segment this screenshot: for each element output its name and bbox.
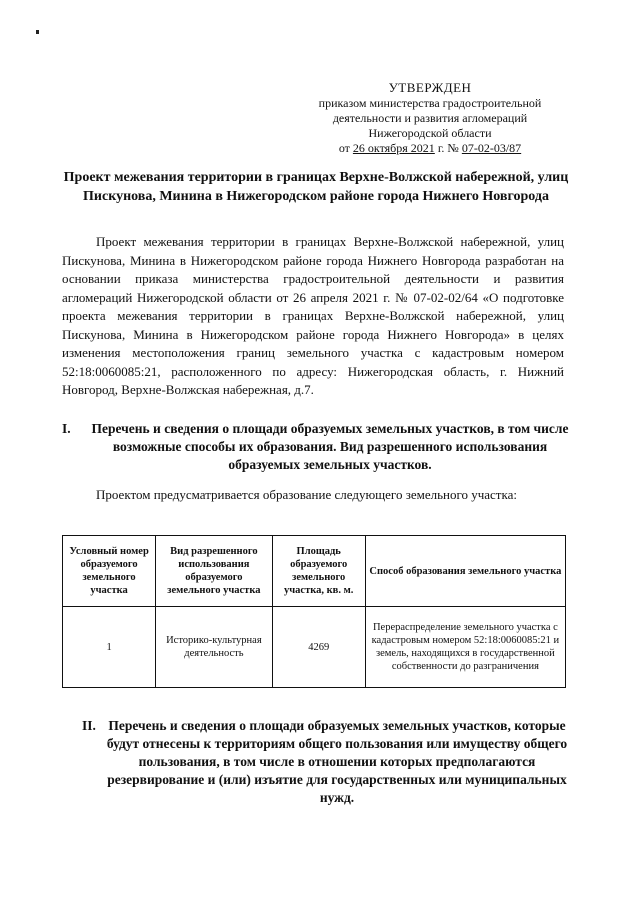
cell-area: 4269 <box>272 607 365 688</box>
section-2-text: Перечень и сведения о площади образуемых земельных участков, которые будут отнесены к территориям общего пользования или имуществу общего пользования, в том числе в отношении которых предполагаются резервирование и (или) изъятие для государственных или муниципальных нужд. <box>106 718 568 805</box>
cell-formation-method: Перераспределение земельного участка с кадастровым номером 52:18:0060085:21 и земель, находящихся в государственной собственности до разграничения <box>365 607 565 688</box>
approval-date: 26 октября 2021 <box>352 141 435 155</box>
header-formation-method: Способ образования земельного участка <box>365 536 565 607</box>
section-1-intro: Проектом предусматривается образование следующего земельного участка: <box>96 487 517 502</box>
approval-title: УТВЕРЖДЕН <box>388 80 472 95</box>
section-1-number: I. <box>62 421 71 436</box>
approval-number: 07-02-03/87 <box>461 141 522 155</box>
approval-year-suffix: г. № <box>437 141 459 155</box>
section-1-heading <box>62 420 570 474</box>
header-area: Площадь образуемого земельного участка, кв. м. <box>272 536 365 607</box>
section-2-number: II. <box>82 718 96 733</box>
cell-plot-number: 1 <box>63 607 156 688</box>
scan-speck <box>36 30 39 34</box>
header-plot-number: Условный номер образуемого земельного участка <box>63 536 156 607</box>
approval-line-2: деятельности и развития агломераций <box>332 111 528 125</box>
section-2-heading <box>62 717 570 807</box>
approval-block <box>300 80 560 156</box>
table-header-row <box>63 536 566 607</box>
header-permitted-use: Вид разрешенного использования образуемого земельного участка <box>156 536 273 607</box>
section-1-text: Перечень и сведения о площади образуемых земельных участков, в том числе возможные способы их образования. Вид разрешенного использования образуемых земельных участков. <box>91 421 569 472</box>
approval-date-line <box>300 141 560 156</box>
approval-date-prefix: от <box>338 141 350 155</box>
approval-line-1: приказом министерства градостроительной <box>318 96 542 110</box>
document-title: Проект межевания территории в границах Верхне-Волжской набережной, улиц Пискунова, Минина в Нижегородском районе города Нижнего Новгорода <box>63 170 569 204</box>
table-row <box>63 607 566 688</box>
land-plots-table <box>62 535 566 688</box>
main-paragraph: Проект межевания территории в границах Верхне-Волжской набережной, улиц Пискунова, Минина в Нижегородском районе города Нижнего Новгорода разработан на основании приказа министерства градостроительной деятельности и развития агломераций Нижегородской области от 26 апреля 2021 г. № 07-02-02/64 «О подготовке проекта межевания территории в границах Верхне-Волжской набережной, улиц Пискунова, Минина в Нижегородском районе города Нижнего Новгорода» в целях изменения местоположения границ земельного участка с кадастровым номером 52:18:0060085:21, расположенного по адресу: Нижегородская область, г. Нижний Новгород, Верхне-Волжская набережная, д.7. <box>62 234 564 397</box>
cell-permitted-use: Историко-культурная деятельность <box>156 607 273 688</box>
approval-line-3: Нижегородской области <box>368 126 492 140</box>
